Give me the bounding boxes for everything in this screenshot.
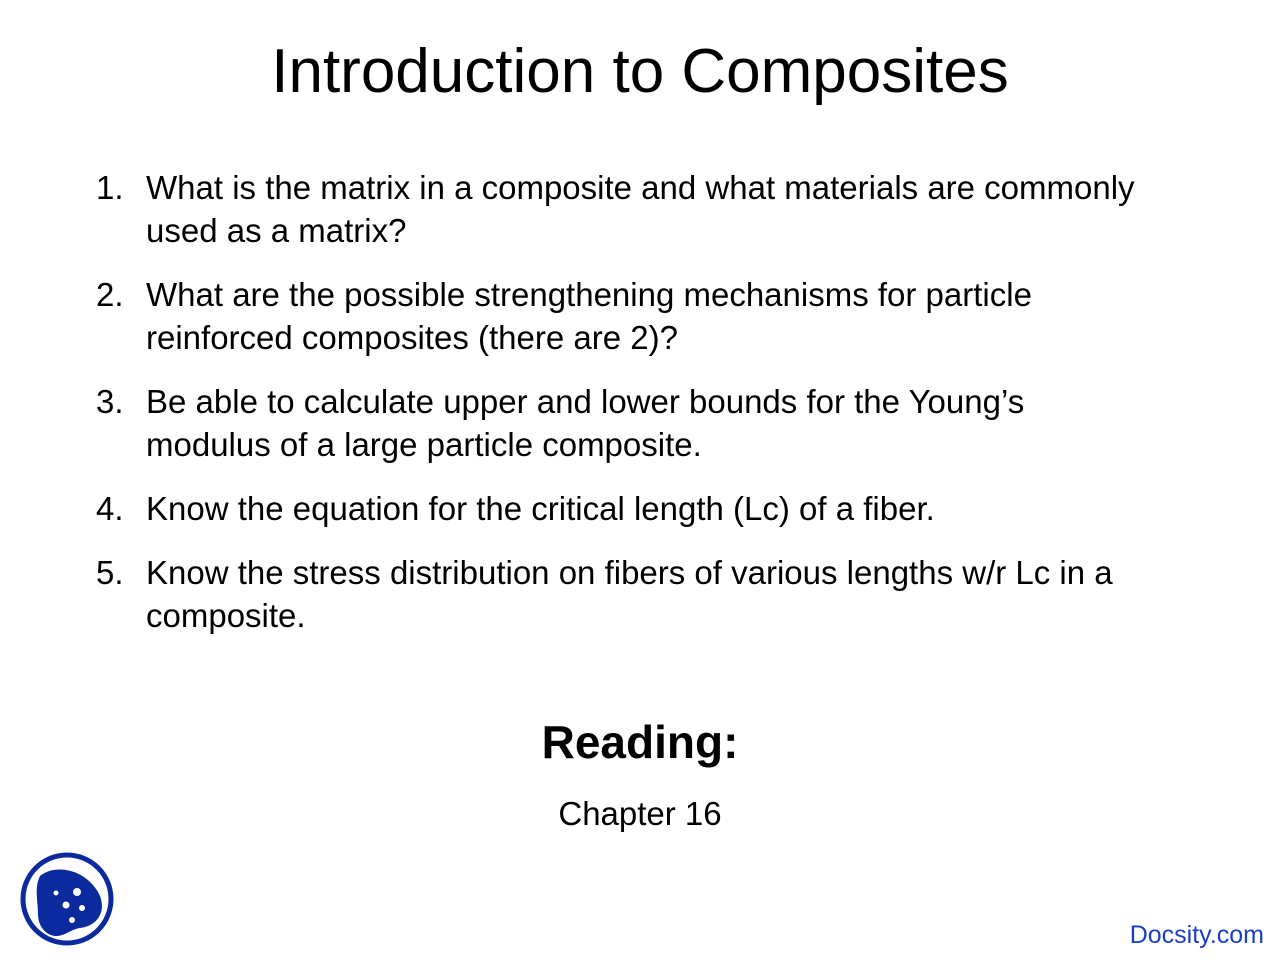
reading-chapter: Chapter 16 <box>558 795 722 832</box>
list-item <box>96 551 1156 637</box>
reading-heading: Reading: <box>541 716 739 768</box>
list-item-number: 1. <box>96 169 124 206</box>
docsity-logo-icon <box>20 852 114 946</box>
list-item-text: Be able to calculate upper and lower bounds for the Young’s modulus of a large particle composite. <box>146 383 1025 463</box>
docsity-watermark-link[interactable]: Docsity.com <box>1129 921 1264 949</box>
list-item-number: 4. <box>96 490 124 527</box>
list-item-text: Know the equation for the critical length (Lc) of a fiber. <box>146 490 935 527</box>
list-item-text: Know the stress distribution on fibers of various lengths w/r Lc in a composite. <box>146 554 1113 634</box>
list-item-number: 5. <box>96 554 124 591</box>
list-item-number: 3. <box>96 383 124 420</box>
list-item-number: 2. <box>96 276 124 313</box>
list-item <box>96 166 1156 252</box>
list-item <box>96 380 1156 466</box>
list-item <box>96 273 1156 359</box>
list-item-text: What is the matrix in a composite and what materials are commonly used as a matrix? <box>146 169 1135 249</box>
list-item-text: What are the possible strengthening mechanisms for particle reinforced composites (there are 2)? <box>146 276 1032 356</box>
slide-title: Introduction to Composites <box>271 37 1009 106</box>
list-item <box>96 487 1156 530</box>
objectives-list <box>96 166 1156 658</box>
